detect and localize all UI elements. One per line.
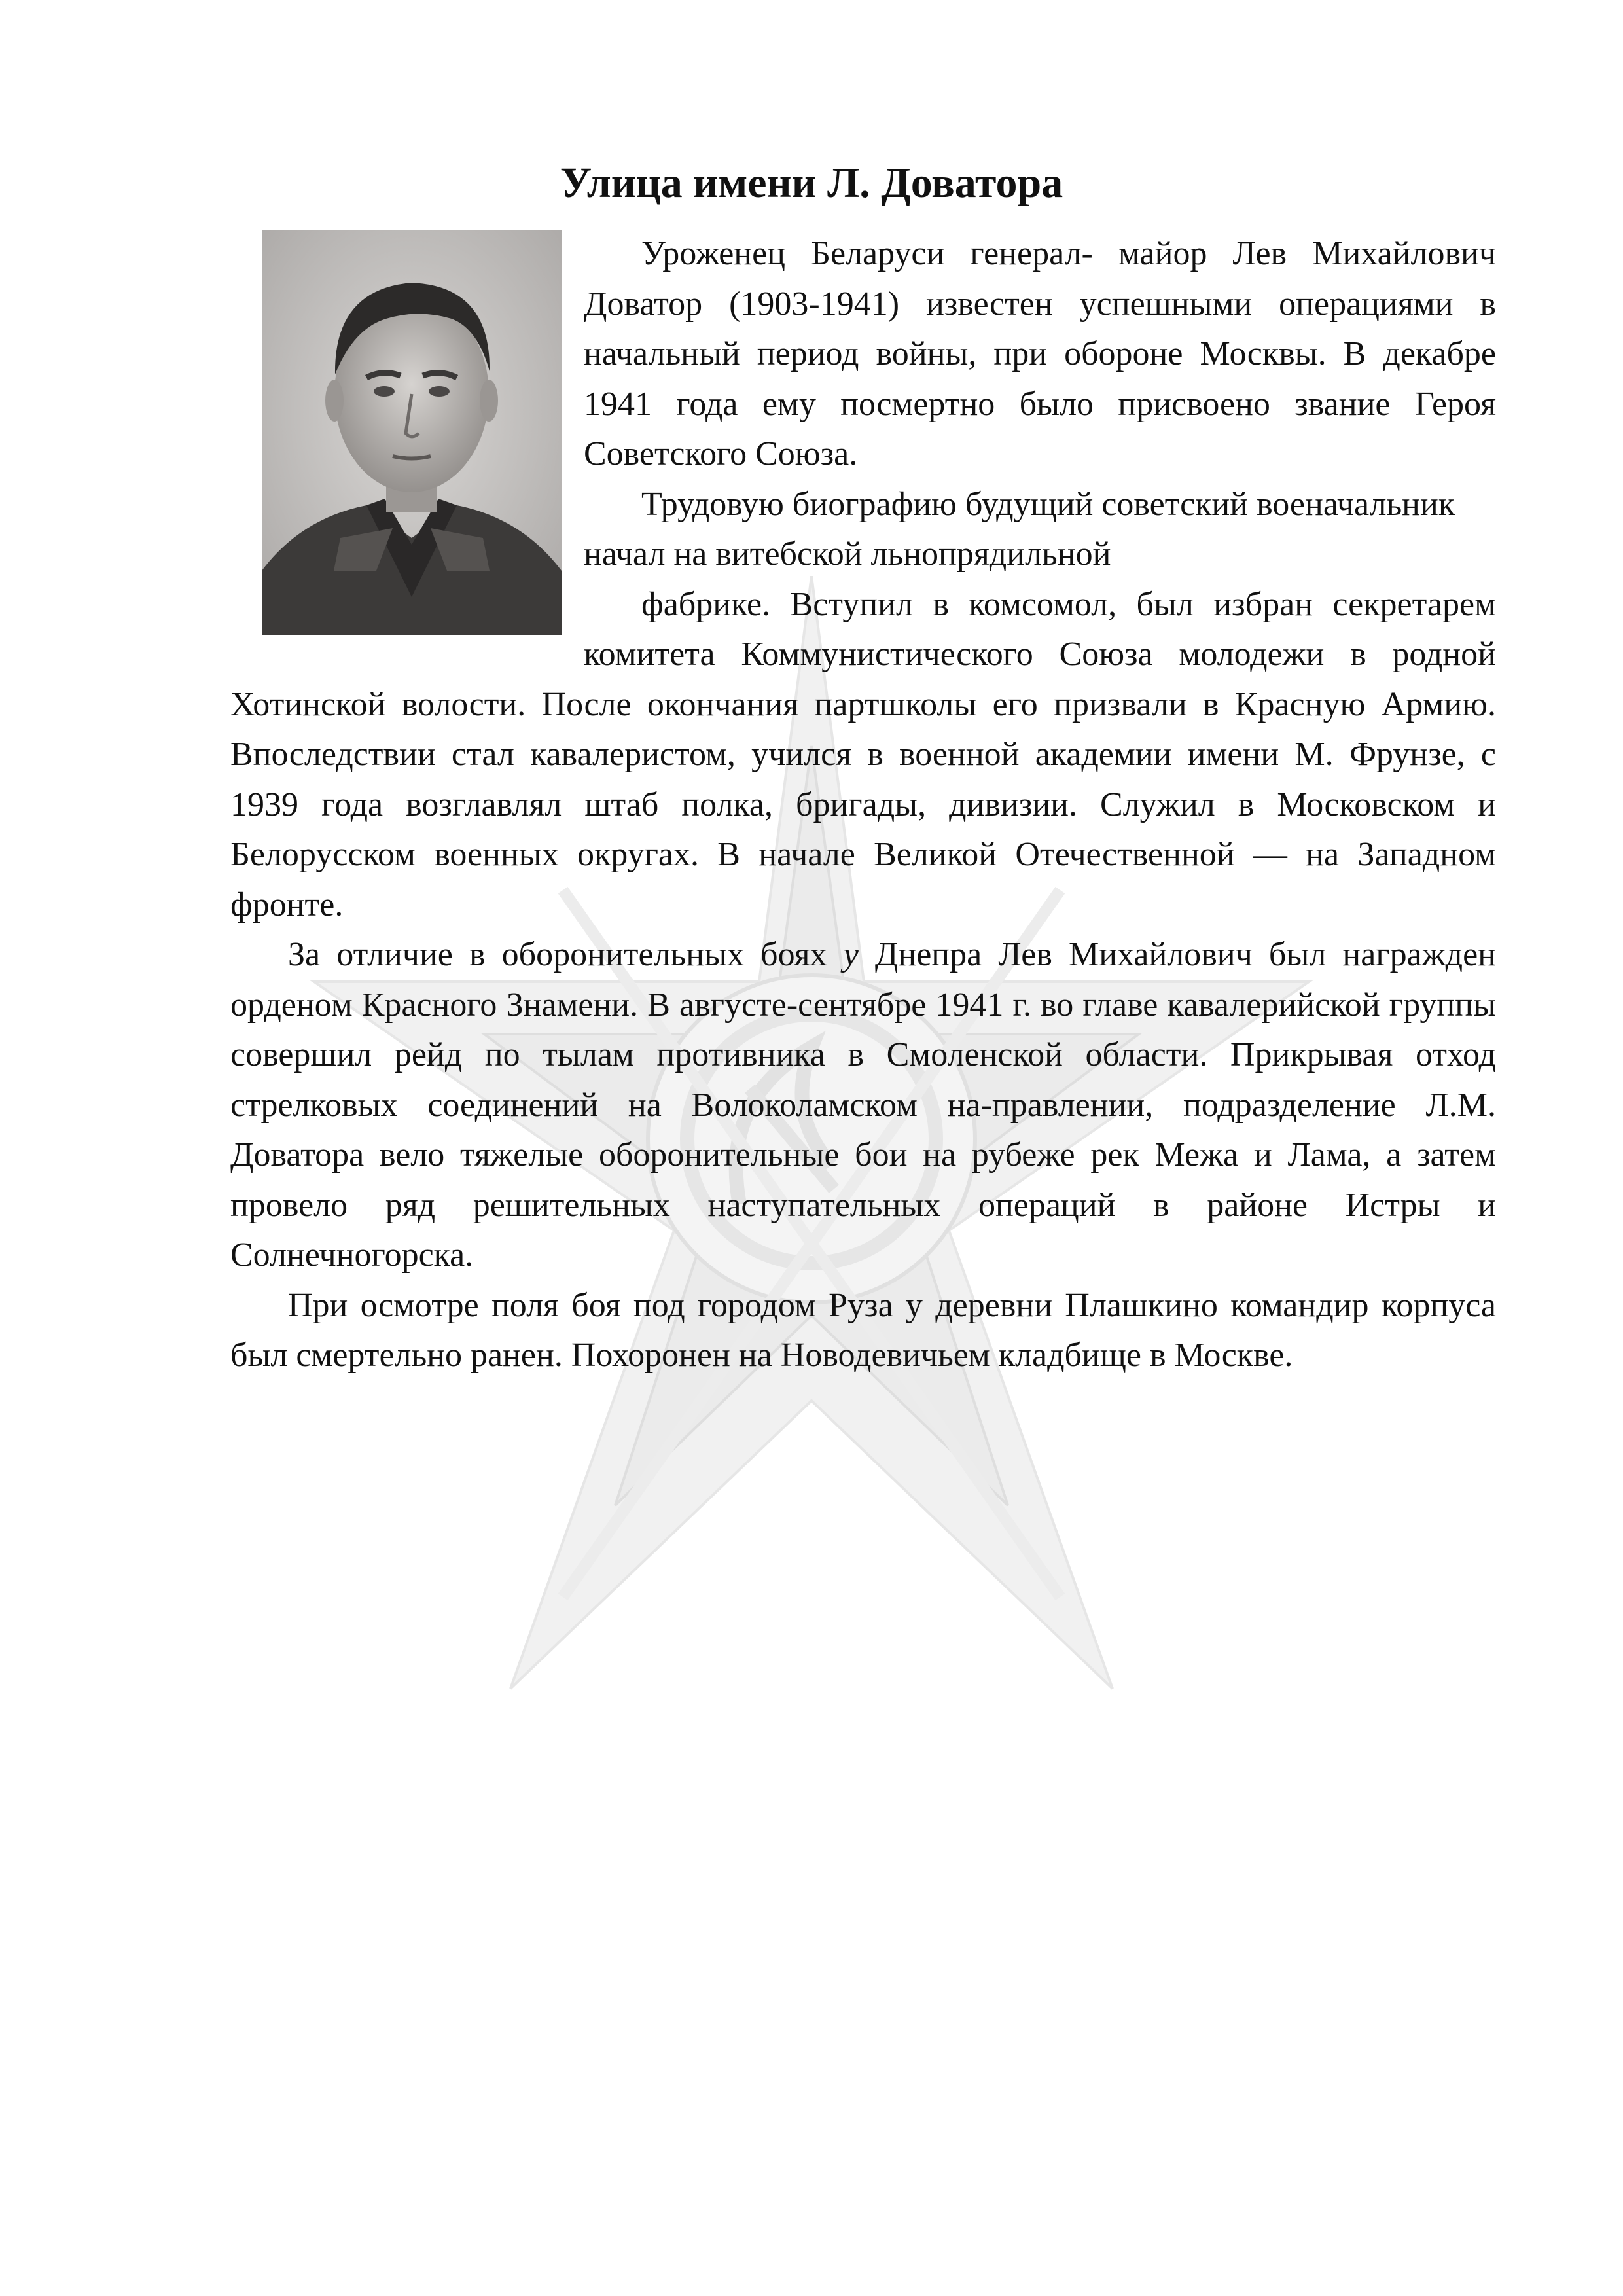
paragraph-2: Трудовую биографию будущий советский военачальник начал на витебской льнопрядильной (584, 485, 1455, 573)
paragraph-4-part-a: За отличие в оборонительных боях (288, 936, 827, 973)
page-title: Улица имени Л. Доватора (560, 159, 1063, 207)
paragraph-5: При осмотре поля боя под городом Руза у деревни Плашкино командир корпуса был смертельно ранен. Похоронен на Новодевичьем кладбище в Москве. (230, 1286, 1496, 1374)
portrait-wrap-spacer (230, 229, 584, 674)
paragraph-4-italic-u: у (843, 936, 859, 973)
paragraph-3: фабрике. Вступил в комсомол, был избран секретарем комитета Коммунистического Союза молодежи в родной Хотинской волости. После окончания партшколы его призвали в Красную Армию. Впоследствии стал кавалеристом, учился в военной академии имени М. Фрунзе, с 1939 года возглавлял штаб полка, бригады, дивизии. Служил в Московском и Белорусском военных округах. В начале Великой Отечественной — на Западном фронте. (230, 585, 1496, 924)
paragraph-4-part-b: Днепра Лев Михайлович был награжден орденом Красного Знамени. В августе-сентябре 1941 г. во главе кавалерийской группы совершил рейд по тылам противника в Смоленской области. Прикрывая отход стрелковых соединений на Волоколамском на-правлении, подразделение Л.М. Доватора вело тяжелые оборонительные бои на рубеже рек Межа и Лама, а затем провело ряд решительных наступательных операций в районе Истры и Солнечногорска. (230, 936, 1497, 1274)
article-body (230, 229, 1496, 1381)
paragraph-4 (230, 930, 1496, 1281)
paragraph-1: Уроженец Беларуси генерал- майор Лев Михайлович Доватор (1903-1941) известен успешными операциями в начальный период войны, при обороне Москвы. В декабре 1941 года ему посмертно было присвоено звание Героя Советского Союза. (584, 235, 1496, 473)
